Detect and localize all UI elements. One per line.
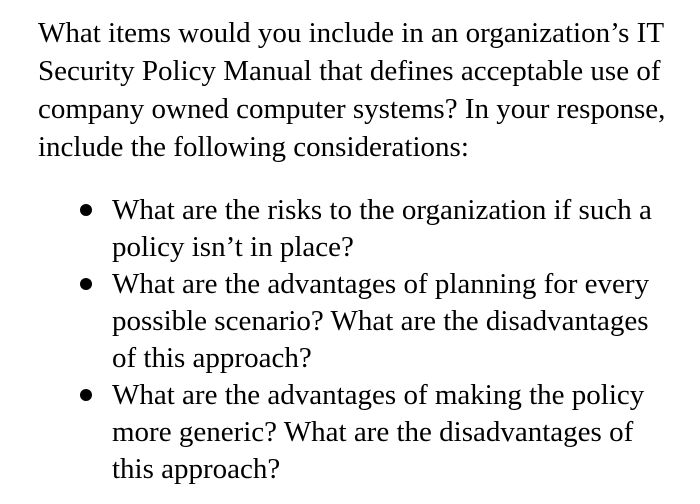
list-item-text: What are the advantages of making the policy more generic? What are the disadvantages of this approach? (112, 379, 645, 485)
list-item-text: What are the risks to the organization if such a policy isn’t in place? (112, 194, 652, 263)
question-intro: What items would you include in an organization’s IT Security Policy Manual that defines acceptable use of company owned computer systems? In your response, include the following considerations: (38, 17, 666, 163)
considerations-list (38, 192, 678, 488)
question-document (38, 14, 678, 488)
list-item-text: What are the advantages of planning for every possible scenario? What are the disadvantages of this approach? (112, 268, 650, 374)
bullet-icon (80, 204, 92, 216)
list-item (38, 266, 678, 377)
list-item (38, 192, 678, 266)
bullet-icon (80, 278, 92, 290)
list-item (38, 377, 678, 488)
bullet-icon (80, 389, 92, 401)
